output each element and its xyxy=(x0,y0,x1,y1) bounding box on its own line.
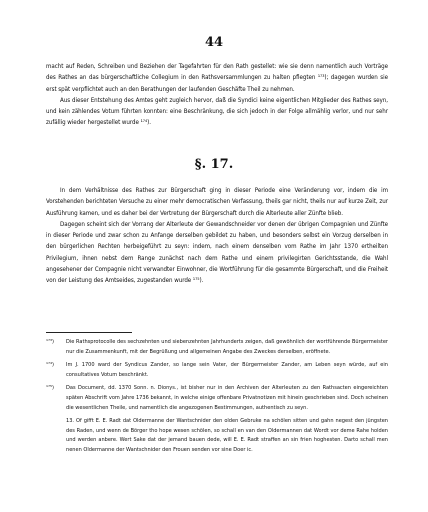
paragraph: Dagegen scheint sich der Vorrang der Alterleute der Gewandschneider vor denen der übrigen Compagnien und Zünfte in dieser Periode und zwar schon zu Anfange derselben gebildet zu haben, und besonders selbst ein Vorzug derselben in den bürgerlichen Rechten herbeigeführt zu seyn: indem, nach einem denselben vom Rathe im Jahr 1370 ertheilten Privilegium, ihnen nebst dem Range zunächst nach dem Rathe und einem privilegirten Gerichtsstande, die Wahl angesehener der Compagnie nicht verwandter Einwohner, die Wortführung für die gesammte Bürgerschaft, und die Freiheit von der Leistung des Amtseides, zugestanden wurde ¹⁷⁵). xyxy=(46,220,388,285)
footnote xyxy=(46,338,388,357)
footnote-mark: ¹⁷⁵) xyxy=(46,385,55,392)
paragraph: macht auf Reden, Schreiben und Beziehen der Tagefahrten für den Rath gestellet: wie sie denn namentlich auch Vorträge des Rathes an das bürgerschaftliche Collegium in den Rathsversammlungen zu halten pflegten ¹⁷³); dagegen wurden sie erst spät verpflichtet auch an den Berathungen der laufenden Geschäfte Theil zu nehmen. xyxy=(46,63,388,93)
text-block-top xyxy=(46,61,388,129)
footnote-divider xyxy=(46,332,132,333)
footnote xyxy=(46,361,388,380)
paragraph: In dem Verhältnisse des Rathes zur Bürgerschaft ging in dieser Periode eine Veränderung vor, indem die im Vorstehenden berichteten Versuche zu einer mehr democratischen Verfassung, theils gar nicht, theils nur auf kurze Zeit, zur Ausführung kamen, und es daher bei der Vertretung der Bürgerschaft durch die Alterleute aller Zünfte blieb. xyxy=(46,187,388,217)
paragraph: Aus dieser Entstehung des Amtes geht zugleich hervor, daß die Syndici keine eigentlichen Mitglieder des Rathes seyn, und kein zählendes Votum führten konnten: eine Beschränkung, die sich jedoch in der Folge allmählig verlor, und nur sehr zufällig wieder hergestellet wurde ¹⁷⁴). xyxy=(46,96,388,127)
footnote-text: Das Document, dd. 1370 Sonn. n. Dionys., ist bisher nur in den Archiven der Alterleuten zu den Rathsacten eingereichten späten Abschrift vom Jahre 1736 bekannt, in welche einige offenbare Privatnotizen mit hinein geschrieben sind. Doch scheinen die wesentlichen Theile, und namentlich die angezogenen Bestimmungen, authentisch zu seyn. xyxy=(66,385,388,411)
page-number: 44 xyxy=(204,35,224,50)
footnote-mark: ¹⁷³) xyxy=(46,339,55,345)
footnote-mark: ¹⁷⁴) xyxy=(46,362,55,369)
footnotes xyxy=(46,338,388,460)
section-heading: §. 17. xyxy=(194,157,234,172)
footnote-text: 13. Of gifft E. E. Radt dat Oldermanne der Wantschnider den olden Gebruke na schölen sitten und gahn negest den jüngsten des Raden, und wenn de Börger tho hope wesen schölen, so schall en van den Oldermannen dat Wordt vor deme Rahe holden und werden anbere. Wert Sake dat der jemand bauen dede, will E. E. Radt straffen an sin frien hoghesten. Darto schall men nenen Oldermanne der Wantschnider den Frouen senden vor sine Doer ic. xyxy=(66,418,388,453)
text-block-section xyxy=(46,185,388,287)
footnote-text: Die Rathsprotocolle des sechzehnten und siebenzehnten Jahrhunderts zeigen, daß gewöhnlich der wortführende Bürgermeister nur die Zusammenkunft, mit der Begrüßung und allgemeinen Angabe des Zweckes derselben, eröffnete. xyxy=(66,339,388,355)
footnote xyxy=(46,384,388,413)
footnote-quote xyxy=(46,417,388,455)
footnote-text: Im J. 1700 ward der Syndicus Zander, so lange sein Vater, der Bürgermeister Zander, am Leben seyn würde, auf ein consultatives Votum beschränkt. xyxy=(66,362,388,378)
